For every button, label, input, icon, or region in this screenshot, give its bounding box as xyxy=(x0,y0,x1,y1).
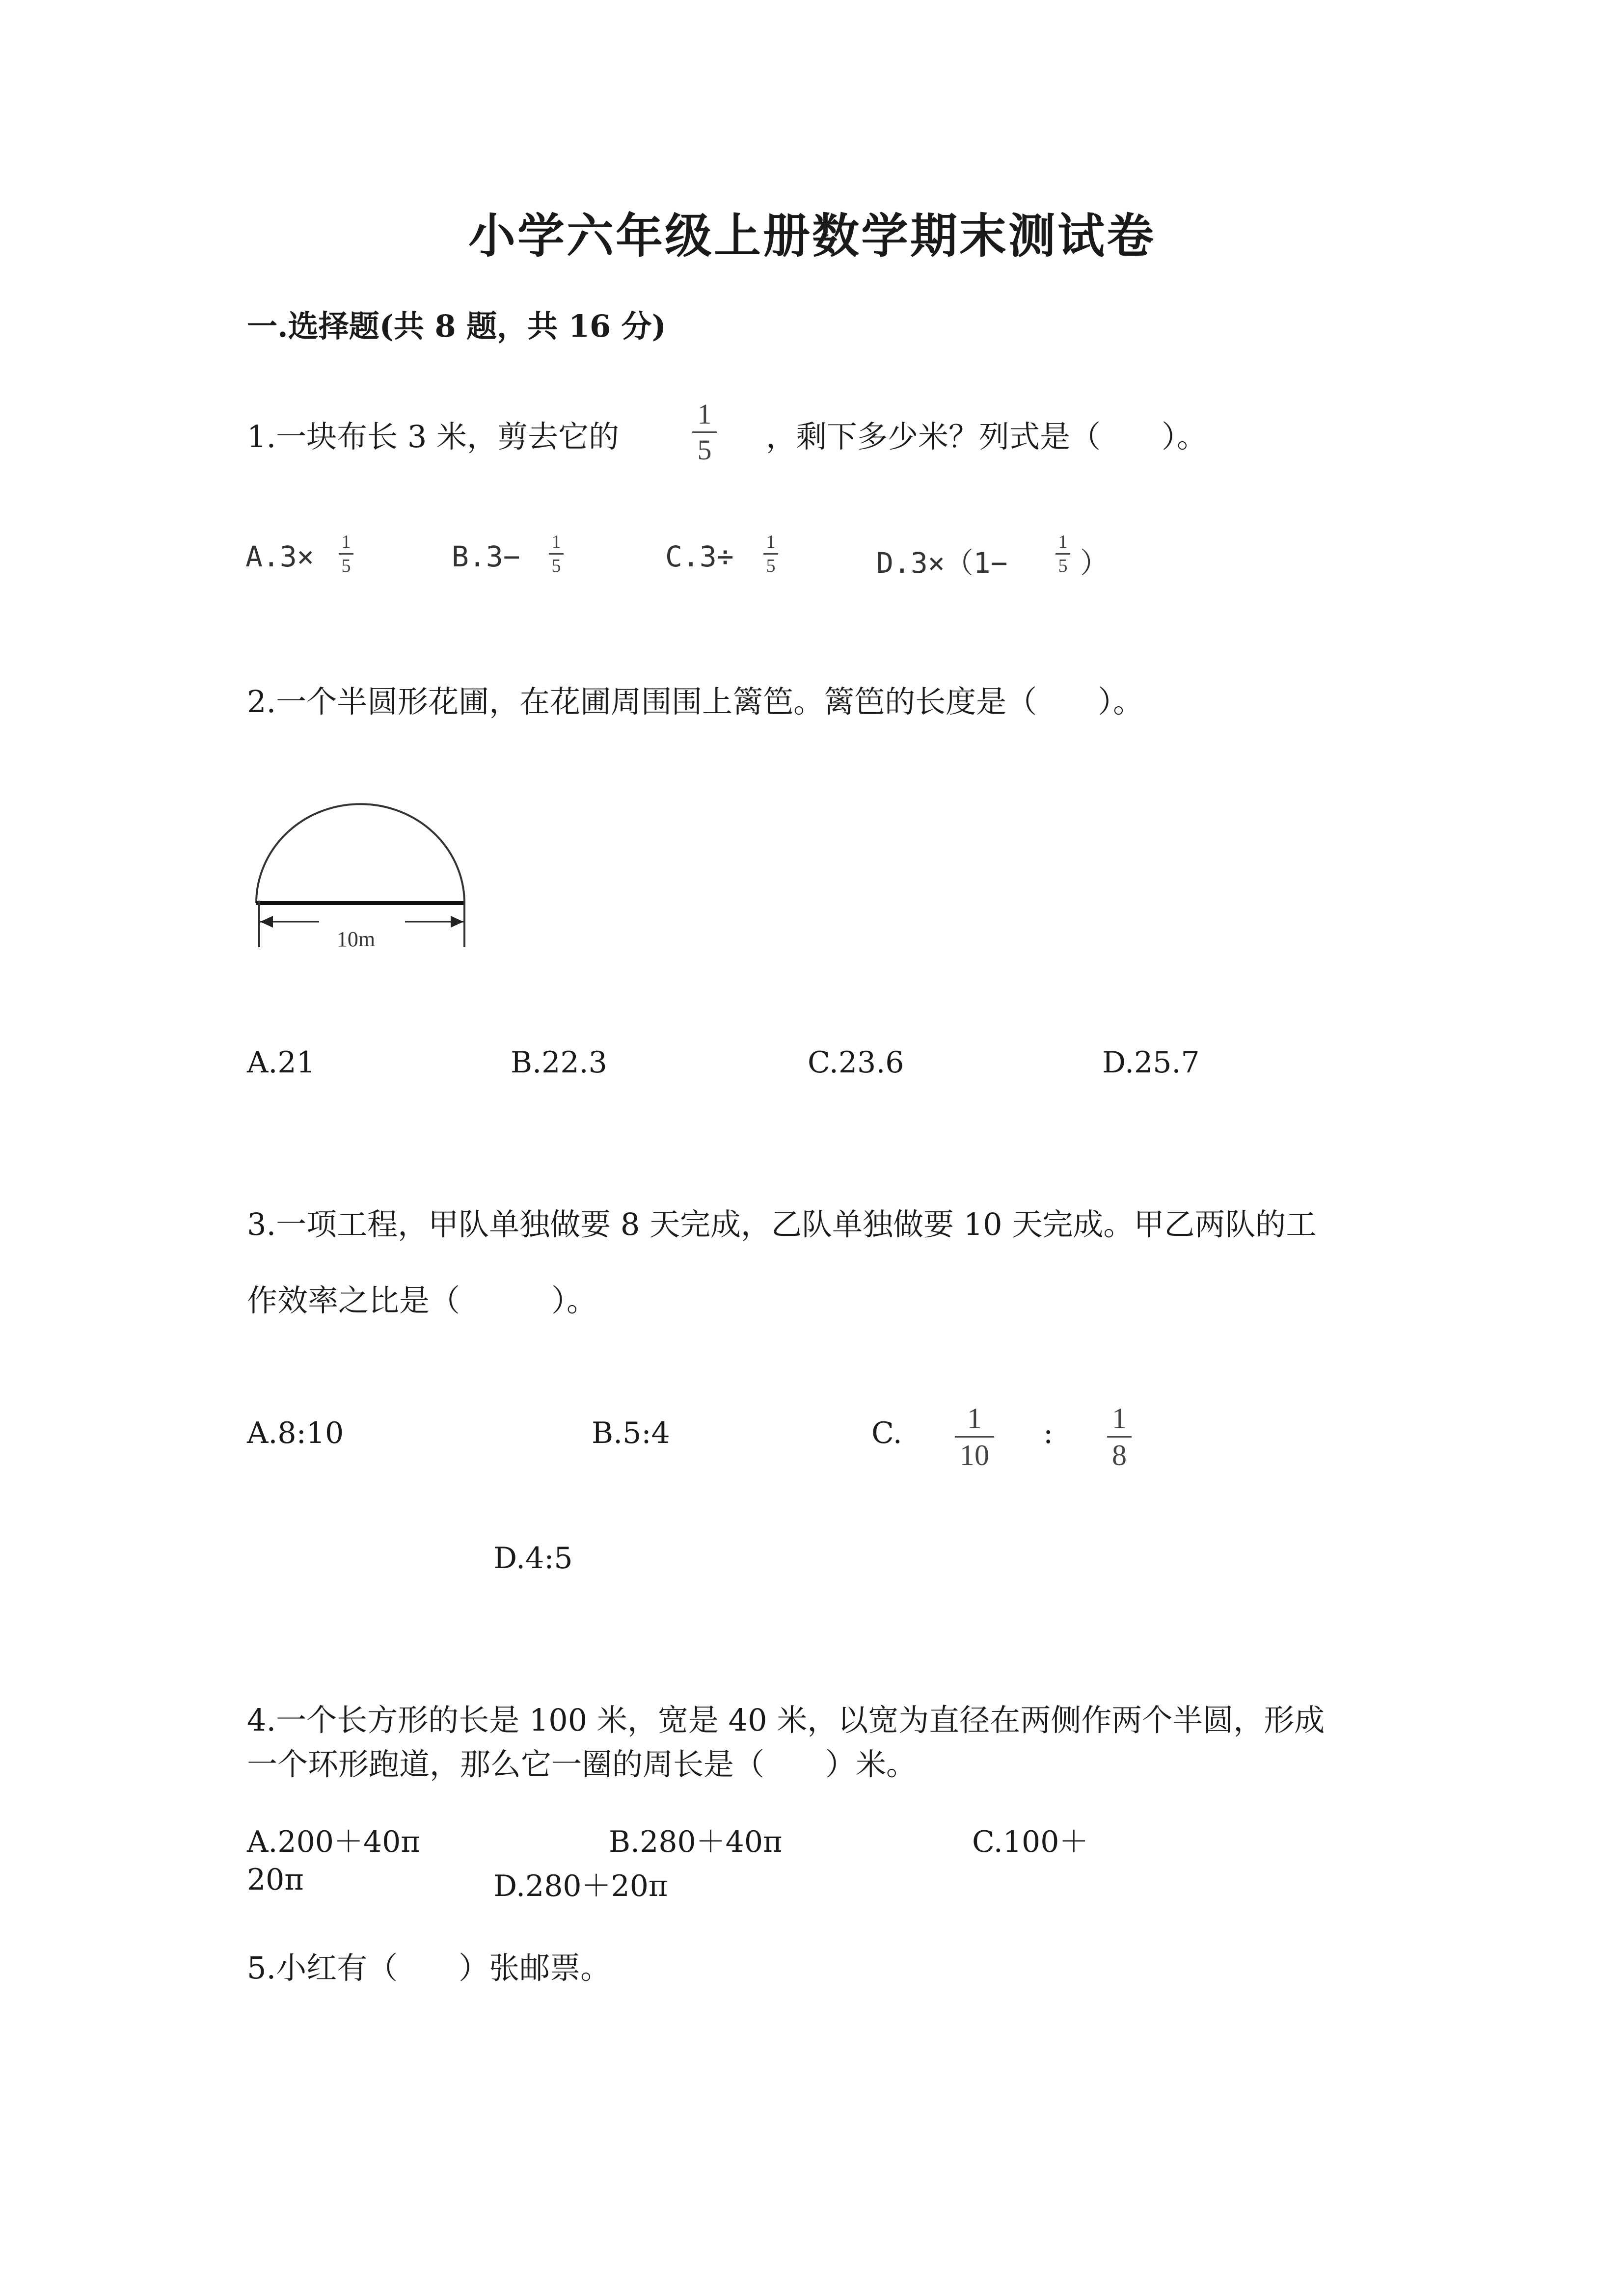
arrow-left-icon xyxy=(260,916,273,928)
fraction-numerator: 1 xyxy=(551,532,561,552)
q5-text: 5.小红有（ ）张邮票。 xyxy=(247,1950,611,1986)
q2-option-b[interactable]: B.22.3 xyxy=(511,1045,607,1080)
q3-line2: 作效率之比是（ ）。 xyxy=(247,1282,597,1318)
q1-fraction xyxy=(692,400,717,464)
q1-option-a[interactable] xyxy=(245,540,314,573)
semicircle-arc xyxy=(256,804,464,903)
q1-option-d-fraction xyxy=(1056,533,1070,575)
q3-option-d[interactable]: D.4:5 xyxy=(493,1541,573,1575)
q1-text-before: 1.一块布长 3 米，剪去它的 xyxy=(247,419,620,454)
fraction-denominator: 5 xyxy=(551,556,561,576)
q4-option-a[interactable]: A.200＋40π xyxy=(247,1825,420,1859)
q3-option-c-prefix[interactable]: C. xyxy=(871,1416,902,1450)
fraction-denominator: 5 xyxy=(766,556,776,576)
q2-option-a[interactable]: A.21 xyxy=(247,1045,315,1080)
dimension-label: 10m xyxy=(336,927,376,951)
q4-option-c-continued[interactable]: 20π xyxy=(247,1863,304,1897)
arrow-right-icon xyxy=(451,916,463,928)
semicircle-figure xyxy=(245,790,481,967)
fraction-denominator: 8 xyxy=(1112,1439,1127,1471)
fraction-denominator: 5 xyxy=(1058,556,1068,576)
q1-text-after: ，剩下多少米？列式是（ ）。 xyxy=(766,419,1208,454)
q3-option-a[interactable]: A.8:10 xyxy=(247,1416,344,1450)
q2-option-d[interactable]: D.25.7 xyxy=(1102,1045,1200,1080)
q2-text: 2.一个半圆形花圃，在花圃周围围上篱笆。篱笆的长度是（ ）。 xyxy=(247,684,1144,720)
q1-fraction-denominator: 5 xyxy=(697,434,712,466)
q3-option-b[interactable]: B.5:4 xyxy=(592,1416,670,1450)
q1-option-c-fraction xyxy=(763,533,778,575)
page-title: 小学六年级上册数学期末测试卷 xyxy=(468,208,1156,264)
q1-option-c-prefix: C.3÷ xyxy=(665,540,734,573)
q1-option-d-suffix: ） xyxy=(1080,546,1109,580)
q4-line2: 一个环形跑道，那么它一圈的周长是（ ）米。 xyxy=(247,1746,917,1782)
q3-line1: 3.一项工程，甲队单独做要 8 天完成，乙队单独做要 10 天完成。甲乙两队的工 xyxy=(247,1206,1317,1242)
fraction-numerator: 1 xyxy=(1058,532,1068,552)
q1-option-b-prefix: B.3− xyxy=(452,540,520,573)
q3-option-c-fraction-1 xyxy=(955,1404,994,1470)
q1-option-b[interactable] xyxy=(452,540,520,573)
q1-option-d[interactable] xyxy=(876,540,1008,581)
q1-fraction-numerator: 1 xyxy=(697,398,712,430)
q4-option-c[interactable]: C.100＋ xyxy=(972,1825,1089,1859)
q4-line1: 4.一个长方形的长是 100 米，宽是 40 米，以宽为直径在两侧作两个半圆，形成 xyxy=(247,1702,1325,1738)
q1-option-d-prefix: D.3×（1− xyxy=(876,546,1008,580)
fraction-numerator: 1 xyxy=(967,1402,982,1435)
q4-option-d[interactable]: D.280＋20π xyxy=(493,1869,668,1903)
q3-option-c-colon: : xyxy=(1043,1416,1054,1450)
q1-option-a-prefix: A.3× xyxy=(245,540,314,573)
q3-option-c-fraction-2 xyxy=(1107,1404,1132,1470)
q4-option-b[interactable]: B.280＋40π xyxy=(609,1825,783,1859)
q2-option-c[interactable]: C.23.6 xyxy=(808,1045,904,1080)
fraction-denominator: 5 xyxy=(341,556,351,576)
fraction-numerator: 1 xyxy=(1112,1402,1127,1435)
fraction-denominator: 10 xyxy=(960,1439,989,1471)
section-heading: 一.选择题(共 8 题，共 16 分) xyxy=(247,308,667,344)
fraction-numerator: 1 xyxy=(341,532,351,552)
fraction-numerator: 1 xyxy=(766,532,776,552)
q1-option-c[interactable] xyxy=(665,540,734,573)
q1-option-b-fraction xyxy=(549,533,564,575)
q1-option-a-fraction xyxy=(339,533,353,575)
